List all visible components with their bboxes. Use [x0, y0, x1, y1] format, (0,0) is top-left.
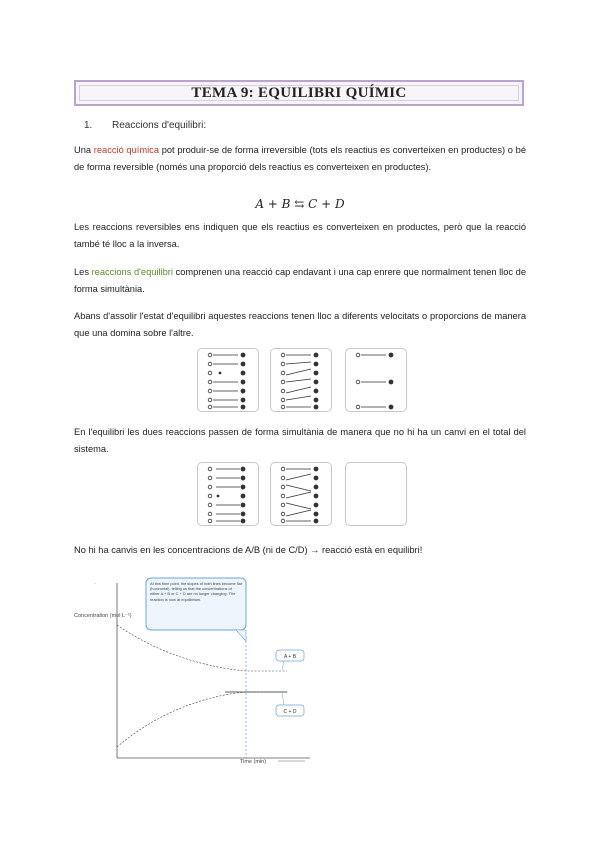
callout-text-wrap	[150, 581, 242, 629]
legend-c-d-pointer	[282, 693, 284, 705]
p1-post: pot produir-se de forma irreversible (tots els reactius es converteixen en productes) o bé de forma reversible (només una proporció dels reactius es converteixen en productes).	[74, 145, 527, 172]
diagram-panel-2c	[345, 462, 407, 526]
diagram-panel-1a	[197, 348, 259, 412]
diagram-panel-1c	[345, 348, 407, 412]
y-axis-tick: ·	[94, 581, 96, 587]
legend-a-b-pointer	[282, 661, 284, 670]
page-title: TEMA 9: EQUILIBRI QUÍMIC	[191, 84, 407, 101]
y-axis-label: Concentration (mol L⁻¹)	[74, 613, 132, 619]
reverse-reaction-diagram	[198, 463, 258, 525]
callout-pointer	[236, 630, 246, 641]
equilibrium-diagram	[271, 463, 331, 525]
chart-svg	[60, 575, 330, 770]
title-box	[74, 80, 524, 106]
legend-c-d: C + D	[283, 709, 297, 715]
forward-reaction-diagram	[198, 349, 258, 411]
diagram-panel-2b	[270, 462, 332, 526]
p3-post: comprenen una reacció cap endavant i una cap enrere que normalment tenen lloc de forma simultània.	[74, 267, 526, 294]
paragraph-6: No hi ha canvis en les concentracions de A/B (ni de C/D) → reacció està en equilibri!	[74, 545, 423, 555]
concentration-chart	[60, 575, 330, 770]
p3-highlight: reaccions d'equilibri	[91, 267, 173, 277]
series-c-d-line	[117, 692, 287, 747]
section-heading	[84, 120, 206, 131]
legend-a-b: A + B	[283, 654, 297, 660]
paragraph-5: En l'equilibri les dues reaccions passen de forma simultània de manera que no hi ha un canvi en el total del sistema.	[74, 427, 526, 454]
paragraph-2: Les reaccions reversibles ens indiquen que els reactius es converteixen en productes, però que la reacció també té lloc a la inversa.	[74, 222, 526, 249]
reaction-equation: A + B ⇆ C + D	[255, 197, 345, 211]
section-label: Reaccions d'equilibri:	[112, 120, 207, 131]
diagram-panel-2a	[197, 462, 259, 526]
paragraph-3	[74, 264, 526, 298]
p1-highlight: reacció química	[93, 145, 159, 155]
mixed-reaction-diagram	[271, 349, 331, 411]
section-number: 1.	[84, 120, 93, 131]
paragraph-1	[74, 142, 526, 176]
p1-pre: Una	[74, 145, 94, 155]
diagram-panel-1b	[270, 348, 332, 412]
partial-reaction-diagram	[346, 349, 406, 411]
callout-text: At this time point, the slopes of both lines become flat (horizontal), telling us that the concentrations of either A + B or C + D are no longer changing. The reaction is now at equilibrium.	[150, 581, 242, 602]
paragraph-4: Abans d'assolir l'estat d'equilibri aquestes reaccions tenen lloc a diferents velocitats o proporcions de manera que una domina sobre l'altre.	[74, 311, 526, 338]
p3-pre: Les	[74, 267, 92, 277]
x-axis-label: Time (min)	[240, 759, 267, 765]
series-a-b-line	[117, 625, 287, 671]
